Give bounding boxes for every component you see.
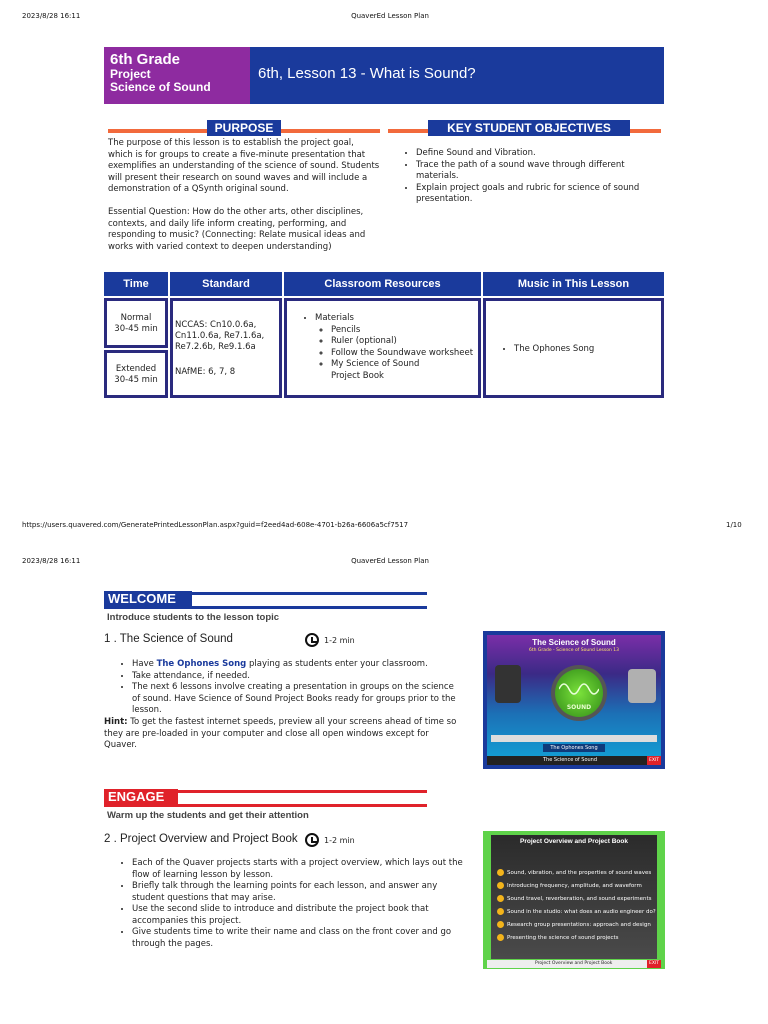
clock-icon (305, 833, 319, 847)
project-label (110, 68, 211, 94)
thumb-bottom-title: The Science of Sound (543, 757, 598, 763)
objective-item: • Define Sound and Vibration. (416, 148, 664, 160)
print-date: 2023/8/28 16:11 (22, 12, 81, 20)
resource-item: ◦ My Science of Sound Project Book (331, 359, 451, 382)
overview-item: Research group presentations: approach and design (497, 921, 651, 930)
time-extended-value: 30-45 min (114, 375, 158, 385)
thumb-button-bar (491, 735, 657, 742)
step-2-bullets (118, 858, 470, 950)
table-header-time: Time (104, 272, 168, 296)
list-item: • The next 6 lessons involve creating a presentation in groups on the science of sound. Have Science of Sound Project Books ready for groups prior to the lesson. (132, 682, 458, 717)
welcome-subtitle: Introduce students to the lesson topic (107, 612, 280, 623)
purpose-text (108, 138, 380, 253)
time-extended-cell (104, 350, 168, 398)
standard-nccas: NCCAS: Cn10.0.6a, Cn11.0.6a, Re7.1.6a, Re7.2.6b, Re9.1.6a (175, 320, 265, 352)
resource-item: ◦ Ruler (optional) (331, 336, 478, 348)
song-link[interactable]: The Ophones Song (156, 659, 247, 669)
sine-wave-icon (559, 679, 599, 699)
standard-nafme: NAfME: 6, 7, 8 (175, 367, 236, 377)
overview-item: Presenting the science of sound projects (497, 934, 619, 943)
step-2-duration: 1-2 min (324, 836, 355, 845)
table-header-resources: Classroom Resources (284, 272, 481, 296)
list-item: • Each of the Quaver projects starts with a project overview, which lays out the flow of learning lesson by lesson. (132, 858, 470, 881)
engage-label: ENGAGE (104, 789, 178, 805)
time-normal-value: 30-45 min (114, 324, 158, 334)
speaker-icon (495, 665, 521, 703)
time-extended-label: Extended (115, 364, 157, 374)
list-item: • Take attendance, if needed. (132, 671, 458, 683)
time-normal-label: Normal (120, 313, 152, 323)
thumb-title: The Science of Sound (532, 638, 616, 647)
overview-item: Sound, vibration, and the properties of sound waves (497, 869, 651, 878)
table-header-standard: Standard (170, 272, 282, 296)
materials-label: Materials (315, 313, 354, 323)
amplifier-icon (628, 669, 656, 703)
objectives-list (402, 148, 664, 206)
project-name: Science of Sound (110, 80, 211, 94)
objective-item: • Trace the path of a sound wave through different materials. (416, 160, 664, 183)
science-of-sound-thumbnail[interactable] (483, 631, 665, 769)
resources-cell (284, 298, 481, 398)
table-header-music: Music in This Lesson (483, 272, 664, 296)
purpose-paragraph: The purpose of this lesson is to establish the project goal, which is for groups to create a five-minute presentation that exemplifies an understanding of the science of sound. Students will present their research on sound waves and will include a demonstration of a QSynth original sound. (108, 138, 380, 195)
engage-subtitle: Warm up the students and get their attention (107, 810, 309, 821)
doc-title: QuaverEd Lesson Plan (351, 12, 429, 20)
step-1-duration: 1-2 min (324, 636, 355, 645)
list-item: • Have The Ophones Song playing as students enter your classroom. (132, 659, 458, 671)
overview-item: Introducing frequency, amplitude, and waveform (497, 882, 642, 891)
thumb-song-label: The Ophones Song (543, 744, 605, 752)
hint-text (104, 717, 464, 752)
standard-cell (170, 298, 282, 398)
step-1-bullets (118, 659, 458, 717)
thumb-overview-title: Project Overview and Project Book (519, 838, 628, 845)
thumb-exit-button: EXIT (648, 758, 659, 763)
step-2-title: 2 . Project Overview and Project Book (104, 833, 298, 845)
hint-body: To get the fastest internet speeds, preview all your screens ahead of time so they are pre-loaded in your computer and close all open windows except for Quaver. (104, 717, 457, 751)
music-cell (483, 298, 664, 398)
lesson-title: 6th, Lesson 13 - What is Sound? (258, 65, 476, 82)
objective-item: • Explain project goals and rubric for science of sound presentation. (416, 183, 664, 206)
resource-item: ◦ Follow the Soundwave worksheet (331, 348, 478, 360)
thumb-subtitle: 6th Grade - Science of Sound Lesson 13 (528, 648, 619, 653)
purpose-label: PURPOSE (207, 120, 281, 136)
list-item: • Briefly talk through the learning points for each lesson, and answer any student questions that may arise. (132, 881, 470, 904)
grade-label: 6th Grade (110, 51, 181, 68)
welcome-label: WELCOME (104, 591, 192, 607)
hint-label: Hint: (104, 717, 128, 727)
thumb-overview-exit: EXIT (648, 961, 659, 966)
overview-item: Sound in the studio: what does an audio engineer do? (497, 908, 656, 917)
resource-item: ◦ Pencils (331, 325, 478, 337)
sound-label: SOUND (566, 704, 592, 711)
project-line: Project (110, 67, 151, 81)
thumb-overview-bottom-title: Project Overview and Project Book (535, 961, 613, 966)
objectives-label: KEY STUDENT OBJECTIVES (428, 120, 630, 136)
list-item: • Use the second slide to introduce and distribute the project book that accompanies this project. (132, 904, 470, 927)
lesson-title-box (250, 47, 664, 104)
print-date-2: 2023/8/28 16:11 (22, 557, 81, 565)
footer-url[interactable]: https://users.quavered.com/GeneratePrintedLessonPlan.aspx?guid=f2eed4ad-608e-4701-b26a-6606a5cf7517 (22, 521, 409, 529)
doc-title-2: QuaverEd Lesson Plan (351, 557, 429, 565)
overview-item: Sound travel, reverberation, and sound experiments (497, 895, 651, 904)
footer-page-number: 1/10 (726, 521, 742, 529)
music-item: • The Ophones Song (514, 344, 661, 356)
clock-icon (305, 633, 319, 647)
list-item: • Give students time to write their name and class on the front cover and go through the pages. (132, 927, 470, 950)
essential-question: Essential Question: How do the other arts, other disciplines, contexts, and daily life inform creating, performing, and responding to music? (Connecting: Relate musical ideas and works with varied context to deepen understanding) (108, 206, 366, 252)
time-normal-cell (104, 298, 168, 348)
step-1-title: 1 . The Science of Sound (104, 633, 233, 645)
grade-box (104, 47, 250, 104)
project-overview-thumbnail[interactable] (483, 831, 665, 969)
materials-heading (315, 313, 478, 382)
